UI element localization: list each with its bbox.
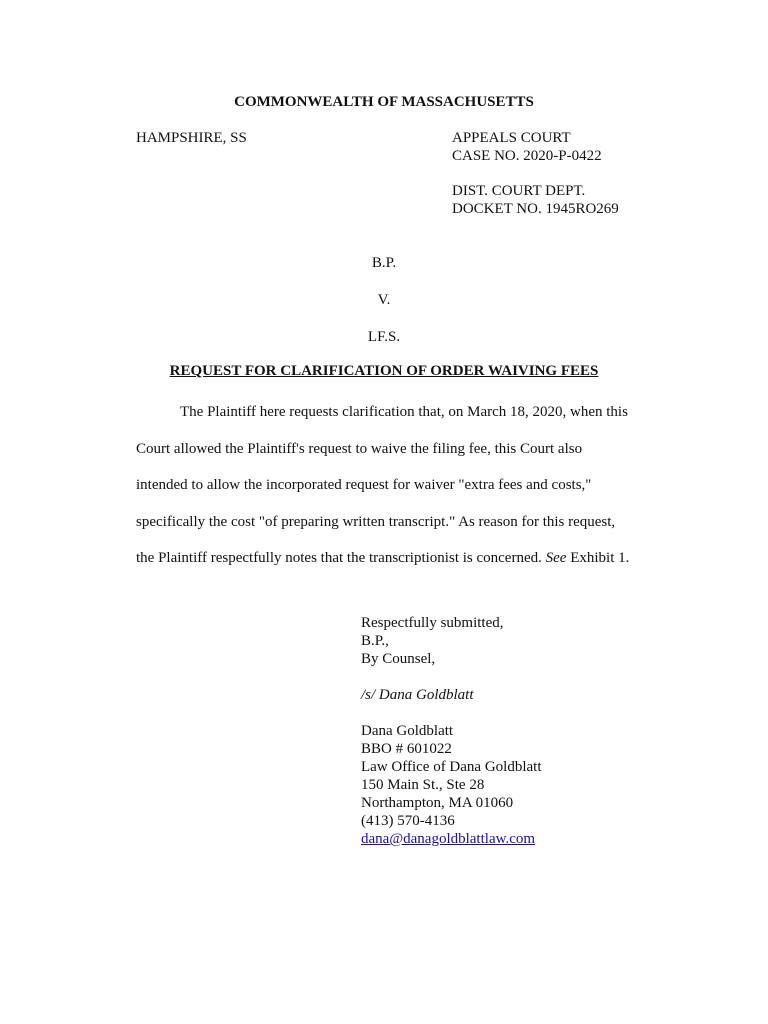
spacer — [361, 668, 542, 686]
body-line: intended to allow the incorporated request for waiver "extra fees and costs," — [136, 477, 592, 493]
closing-text: Respectfully submitted, — [361, 615, 504, 631]
body-text-segment: Exhibit 1. — [566, 550, 630, 566]
electronic-signature: /s/ Dana Goldblatt — [361, 687, 474, 703]
plaintiff-name: B.P. — [371, 255, 397, 271]
street-address: 150 Main St., Ste 28 — [361, 777, 485, 793]
case-number: CASE NO. 2020-P-0422 — [452, 148, 602, 164]
court-department: DIST. COURT DEPT. — [452, 183, 586, 199]
docket-number: DOCKET NO. 1945RO269 — [452, 201, 619, 217]
document-heading: COMMONWEALTH OF MASSACHUSETTS — [234, 94, 534, 110]
defendant-name: LF.S. — [367, 329, 401, 345]
attorney-name: Dana Goldblatt — [361, 723, 454, 739]
citation-signal: See — [545, 550, 567, 566]
body-line: The Plaintiff here requests clarification that, on March 18, 2020, when this — [180, 404, 628, 420]
spacer — [361, 704, 542, 722]
body-line: specifically the cost "of preparing written transcript." As reason for this request, — [136, 513, 616, 530]
county-label: HAMPSHIRE, SS — [136, 130, 247, 146]
request-title: REQUEST FOR CLARIFICATION OF ORDER WAIVING FEES — [169, 363, 599, 379]
city-state-zip: Northampton, MA 01060 — [361, 795, 514, 811]
by-counsel: By Counsel, — [361, 651, 436, 667]
signature-block — [361, 614, 542, 848]
request-body — [136, 394, 636, 577]
court-info — [452, 129, 619, 218]
case-parties — [0, 254, 768, 365]
signing-party: B.P., — [361, 633, 389, 649]
body-line: Court allowed the Plaintiff's request to waive the filing fee, this Court also — [136, 440, 583, 457]
court-name: APPEALS COURT — [452, 130, 571, 146]
law-firm-name: Law Office of Dana Goldblatt — [361, 759, 542, 775]
body-text-segment: the Plaintiff respectfully notes that the transcriptionist is concerned. — [136, 550, 546, 566]
body-line — [136, 540, 636, 577]
email-link[interactable]: dana@danagoldblattlaw.com — [361, 831, 536, 847]
spacer — [452, 165, 619, 182]
phone-number: (413) 570-4136 — [361, 813, 455, 829]
versus-label: V. — [377, 292, 391, 308]
bbo-number: BBO # 601022 — [361, 741, 452, 757]
